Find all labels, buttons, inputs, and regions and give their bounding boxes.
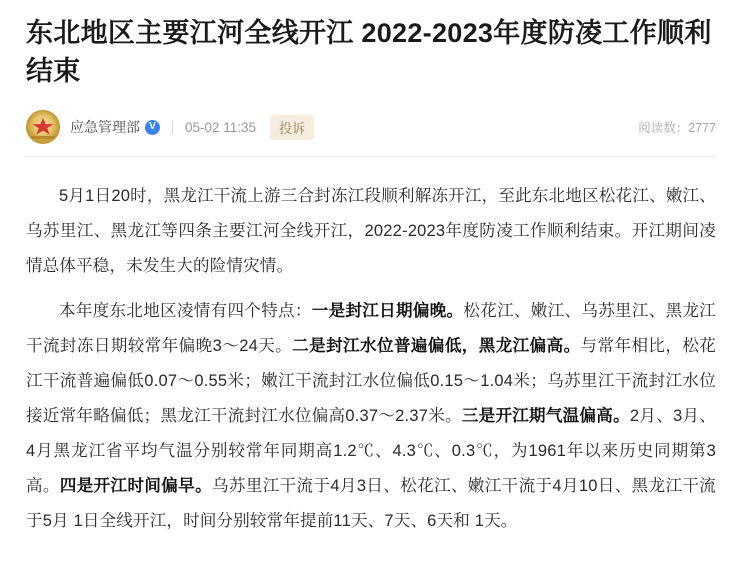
text-run: 与常年相比，松花江干流普遍偏低0.07～0.55米；嫩江干流封江水位偏低0.15～1.04米；乌苏里江干流封江水位接近常年略偏低；黑龙江干流封江水位偏高0.37～2.37米。	[26, 337, 716, 425]
text-run: 2月、3月、4月黑龙江省平均气温分别较常年同期高1.2℃、4.3℃、0.3℃，为1961年以来历史同期第3高。	[26, 407, 716, 495]
text-run: 松花江、嫩江、乌苏里江、黑龙江干流封冻日期较常年偏晚3～24天。	[26, 302, 717, 355]
emergency-management-emblem-icon	[26, 110, 60, 144]
read-count: 阅读数：2777	[638, 121, 716, 135]
verified-badge-label: V	[149, 120, 156, 132]
meta-separator	[26, 156, 716, 157]
meta-divider	[172, 120, 173, 134]
text-run: 乌苏里江干流于4月3日、松花江、嫩江干流于4月10日、黑龙江干流于5月 1日全线开江，时间分别较常年提前11天、7天、6天和 1天。	[26, 477, 716, 530]
verified-badge-icon	[145, 120, 160, 135]
emphasis-run: 一是封江日期偏晚。	[311, 302, 464, 320]
article-meta	[26, 104, 716, 150]
timestamp: 05-02 11:35	[185, 119, 257, 135]
source-name[interactable]: 应急管理部	[70, 119, 140, 135]
emphasis-run: 二是封江水位普遍偏低，黑龙江偏高。	[292, 337, 581, 355]
text-run: 本年度东北地区凌情有四个特点：	[59, 302, 312, 320]
emphasis-run: 三是开江期气温偏高。	[461, 407, 630, 425]
emphasis-run: 四是开江时间偏早。	[59, 477, 212, 495]
paragraph	[26, 179, 716, 284]
text-run: 5月1日20时，黑龙江干流上游三合封冻江段顺利解冻开江，至此东北地区松花江、嫩江、乌苏里江、黑龙江等四条主要江河全线开江，2022-2023年度防凌工作顺利结束。开江期间凌情总体平稳，未发生大的险情灾情。	[26, 187, 716, 275]
page-title: 东北地区主要江河全线开江 2022-2023年度防凌工作顺利结束	[26, 18, 712, 86]
article-body	[26, 179, 716, 539]
report-button[interactable]: 投诉	[270, 115, 314, 140]
paragraph	[26, 294, 716, 539]
